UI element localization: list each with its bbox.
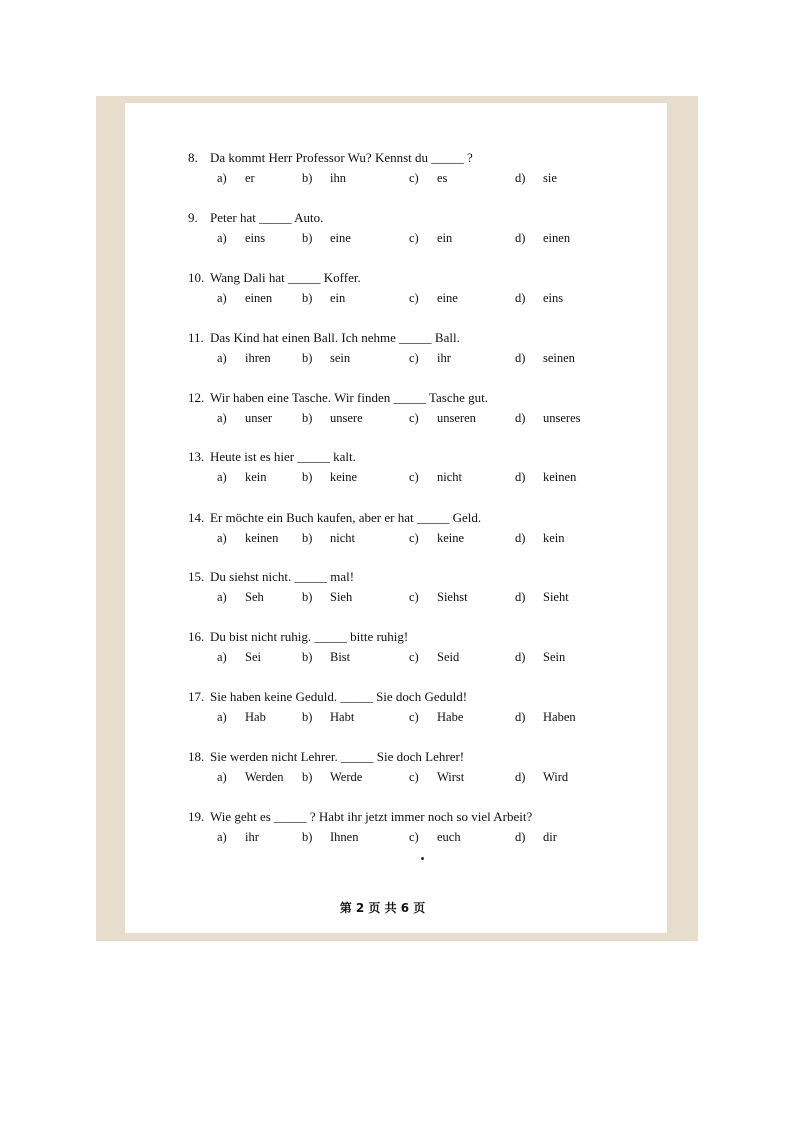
question-18	[188, 749, 668, 790]
option-d	[515, 710, 576, 725]
question-13	[188, 449, 668, 490]
option-text: Seid	[437, 650, 460, 664]
option-label: c)	[409, 590, 419, 604]
option-text: nicht	[330, 531, 355, 545]
question-number: 8.	[188, 150, 198, 165]
option-text: es	[437, 171, 448, 185]
option-c	[409, 710, 463, 725]
option-label: a)	[217, 231, 227, 245]
question-stem: Wang Dali hat _____ Koffer.	[210, 270, 361, 285]
option-text: Wirst	[437, 770, 465, 784]
option-text: er	[245, 171, 255, 185]
option-label: d)	[515, 231, 526, 245]
option-text: Sieh	[330, 590, 353, 604]
option-label: c)	[409, 411, 419, 425]
option-a	[217, 411, 272, 426]
question-line	[188, 270, 668, 290]
option-text: Sei	[245, 650, 261, 664]
option-label: c)	[409, 291, 419, 305]
option-b	[302, 291, 345, 306]
answer-options	[188, 590, 668, 610]
option-label: d)	[515, 590, 526, 604]
option-label: d)	[515, 411, 526, 425]
option-text: nicht	[437, 470, 462, 484]
question-number: 9.	[188, 210, 198, 225]
option-text: eine	[330, 231, 351, 245]
option-a	[217, 650, 261, 665]
option-label: d)	[515, 291, 526, 305]
question-number: 12.	[188, 390, 205, 405]
option-text: einen	[543, 231, 571, 245]
option-d	[515, 291, 563, 306]
option-text: Wird	[543, 770, 569, 784]
option-b	[302, 710, 354, 725]
option-text: Seh	[245, 590, 264, 604]
option-text: sie	[543, 171, 557, 185]
question-11	[188, 330, 668, 371]
option-d	[515, 531, 565, 546]
option-text: eine	[437, 291, 458, 305]
question-line	[188, 689, 668, 709]
option-text: euch	[437, 830, 461, 844]
option-label: a)	[217, 830, 227, 844]
option-label: b)	[302, 470, 313, 484]
option-text: Werde	[330, 770, 363, 784]
option-text: ein	[330, 291, 346, 305]
option-b	[302, 351, 350, 366]
answer-options	[188, 411, 668, 431]
question-stem: Wir haben eine Tasche. Wir finden _____ Tasche gut.	[210, 390, 488, 405]
question-number: 17.	[188, 689, 205, 704]
page-number-label: 第 2 页 共 6 页	[339, 901, 426, 915]
answer-options	[188, 770, 668, 790]
question-stem: Das Kind hat einen Ball. Ich nehme _____ Ball.	[210, 330, 460, 345]
question-number: 11.	[188, 330, 204, 345]
option-text: ihn	[330, 171, 346, 185]
option-label: b)	[302, 231, 313, 245]
option-c	[409, 770, 464, 785]
question-line	[188, 569, 668, 589]
option-a	[217, 531, 278, 546]
option-c	[409, 830, 461, 845]
option-text: keinen	[245, 531, 279, 545]
answer-options	[188, 650, 668, 670]
option-label: b)	[302, 351, 313, 365]
option-label: b)	[302, 291, 313, 305]
option-a	[217, 470, 267, 485]
option-text: Habt	[330, 710, 355, 724]
option-b	[302, 590, 352, 605]
option-text: Habe	[437, 710, 464, 724]
option-text: einen	[245, 291, 273, 305]
option-b	[302, 231, 351, 246]
option-d	[515, 411, 581, 426]
option-label: d)	[515, 531, 526, 545]
answer-options	[188, 710, 668, 730]
option-b	[302, 171, 346, 186]
option-text: keine	[330, 470, 358, 484]
option-text: ihr	[245, 830, 259, 844]
option-text: keinen	[543, 470, 577, 484]
option-a	[217, 231, 265, 246]
option-label: c)	[409, 531, 419, 545]
option-text: Ihnen	[330, 830, 359, 844]
option-d	[515, 770, 568, 785]
option-label: c)	[409, 770, 419, 784]
question-number: 10.	[188, 270, 205, 285]
option-label: d)	[515, 770, 526, 784]
option-text: eins	[543, 291, 564, 305]
question-12	[188, 390, 668, 431]
answer-options	[188, 171, 668, 191]
option-label: a)	[217, 590, 227, 604]
option-label: c)	[409, 231, 419, 245]
question-line	[188, 629, 668, 649]
option-text: eins	[245, 231, 266, 245]
option-label: a)	[217, 650, 227, 664]
question-stem: Er möchte ein Buch kaufen, aber er hat _____ Geld.	[210, 510, 482, 525]
question-stem: Sie werden nicht Lehrer. _____ Sie doch Lehrer!	[210, 749, 465, 764]
question-17	[188, 689, 668, 730]
option-c	[409, 531, 464, 546]
question-line	[188, 150, 668, 170]
option-a	[217, 830, 259, 845]
question-line	[188, 210, 668, 230]
option-label: a)	[217, 470, 227, 484]
option-label: b)	[302, 650, 313, 664]
page-footer	[0, 899, 793, 916]
option-label: b)	[302, 710, 313, 724]
option-label: d)	[515, 830, 526, 844]
ink-dot	[421, 857, 424, 860]
option-d	[515, 171, 557, 186]
question-15	[188, 569, 668, 610]
question-10	[188, 270, 668, 311]
option-label: b)	[302, 531, 313, 545]
question-stem: Du siehst nicht. _____ mal!	[210, 569, 355, 584]
option-c	[409, 590, 468, 605]
option-c	[409, 231, 452, 246]
question-14	[188, 510, 668, 551]
question-stem: Peter hat _____ Auto.	[210, 210, 324, 225]
question-line	[188, 330, 668, 350]
option-text: Sein	[543, 650, 566, 664]
option-text: keine	[437, 531, 465, 545]
answer-options	[188, 291, 668, 311]
option-label: a)	[217, 531, 227, 545]
question-line	[188, 510, 668, 530]
question-stem: Wie geht es _____ ? Habt ihr jetzt immer noch so viel Arbeit?	[210, 809, 533, 824]
question-19	[188, 809, 668, 850]
option-text: Bist	[330, 650, 351, 664]
question-line	[188, 390, 668, 410]
answer-options	[188, 470, 668, 490]
option-text: kein	[245, 470, 267, 484]
question-number: 19.	[188, 809, 205, 824]
option-text: Werden	[245, 770, 284, 784]
option-a	[217, 770, 284, 785]
option-c	[409, 171, 447, 186]
question-number: 15.	[188, 569, 205, 584]
option-label: a)	[217, 770, 227, 784]
option-a	[217, 291, 272, 306]
option-d	[515, 830, 557, 845]
option-label: a)	[217, 171, 227, 185]
option-label: b)	[302, 770, 313, 784]
question-16	[188, 629, 668, 670]
question-number: 13.	[188, 449, 205, 464]
option-text: unseren	[437, 411, 476, 425]
option-label: b)	[302, 171, 313, 185]
option-label: d)	[515, 351, 526, 365]
option-b	[302, 830, 358, 845]
option-d	[515, 470, 576, 485]
option-label: c)	[409, 650, 419, 664]
option-label: d)	[515, 171, 526, 185]
option-text: ihr	[437, 351, 451, 365]
option-a	[217, 351, 271, 366]
option-label: a)	[217, 351, 227, 365]
option-c	[409, 351, 451, 366]
option-b	[302, 411, 363, 426]
option-text: unsere	[330, 411, 363, 425]
option-d	[515, 650, 565, 665]
option-text: Sieht	[543, 590, 569, 604]
option-label: c)	[409, 470, 419, 484]
question-number: 14.	[188, 510, 205, 525]
option-text: Hab	[245, 710, 266, 724]
option-c	[409, 650, 459, 665]
option-text: unseres	[543, 411, 581, 425]
option-label: c)	[409, 710, 419, 724]
option-label: b)	[302, 590, 313, 604]
option-label: d)	[515, 650, 526, 664]
option-c	[409, 291, 458, 306]
question-stem: Sie haben keine Geduld. _____ Sie doch Geduld!	[210, 689, 468, 704]
option-label: a)	[217, 291, 227, 305]
question-number: 16.	[188, 629, 205, 644]
option-text: kein	[543, 531, 565, 545]
question-number: 18.	[188, 749, 205, 764]
option-b	[302, 770, 362, 785]
question-stem: Da kommt Herr Professor Wu? Kennst du _____ ?	[210, 150, 473, 165]
option-text: seinen	[543, 351, 575, 365]
option-label: a)	[217, 710, 227, 724]
option-label: a)	[217, 411, 227, 425]
answer-options	[188, 231, 668, 251]
option-text: dir	[543, 830, 557, 844]
option-label: c)	[409, 830, 419, 844]
option-label: b)	[302, 411, 313, 425]
answer-options	[188, 531, 668, 551]
option-a	[217, 590, 264, 605]
option-d	[515, 351, 575, 366]
option-label: c)	[409, 171, 419, 185]
option-a	[217, 710, 266, 725]
option-b	[302, 650, 350, 665]
option-text: ihren	[245, 351, 271, 365]
option-a	[217, 171, 255, 186]
option-label: d)	[515, 470, 526, 484]
option-label: b)	[302, 830, 313, 844]
option-text: ein	[437, 231, 453, 245]
option-label: c)	[409, 351, 419, 365]
option-b	[302, 531, 355, 546]
question-stem: Du bist nicht ruhig. _____ bitte ruhig!	[210, 629, 409, 644]
option-text: Haben	[543, 710, 576, 724]
option-c	[409, 470, 462, 485]
answer-options	[188, 351, 668, 371]
question-line	[188, 449, 668, 469]
question-8	[188, 150, 668, 191]
question-line	[188, 809, 668, 829]
option-text: sein	[330, 351, 351, 365]
question-stem: Heute ist es hier _____ kalt.	[210, 449, 356, 464]
question-9	[188, 210, 668, 251]
option-d	[515, 231, 570, 246]
option-c	[409, 411, 476, 426]
question-line	[188, 749, 668, 769]
option-b	[302, 470, 357, 485]
option-text: Siehst	[437, 590, 468, 604]
option-text: unser	[245, 411, 273, 425]
answer-options	[188, 830, 668, 850]
option-d	[515, 590, 569, 605]
option-label: d)	[515, 710, 526, 724]
